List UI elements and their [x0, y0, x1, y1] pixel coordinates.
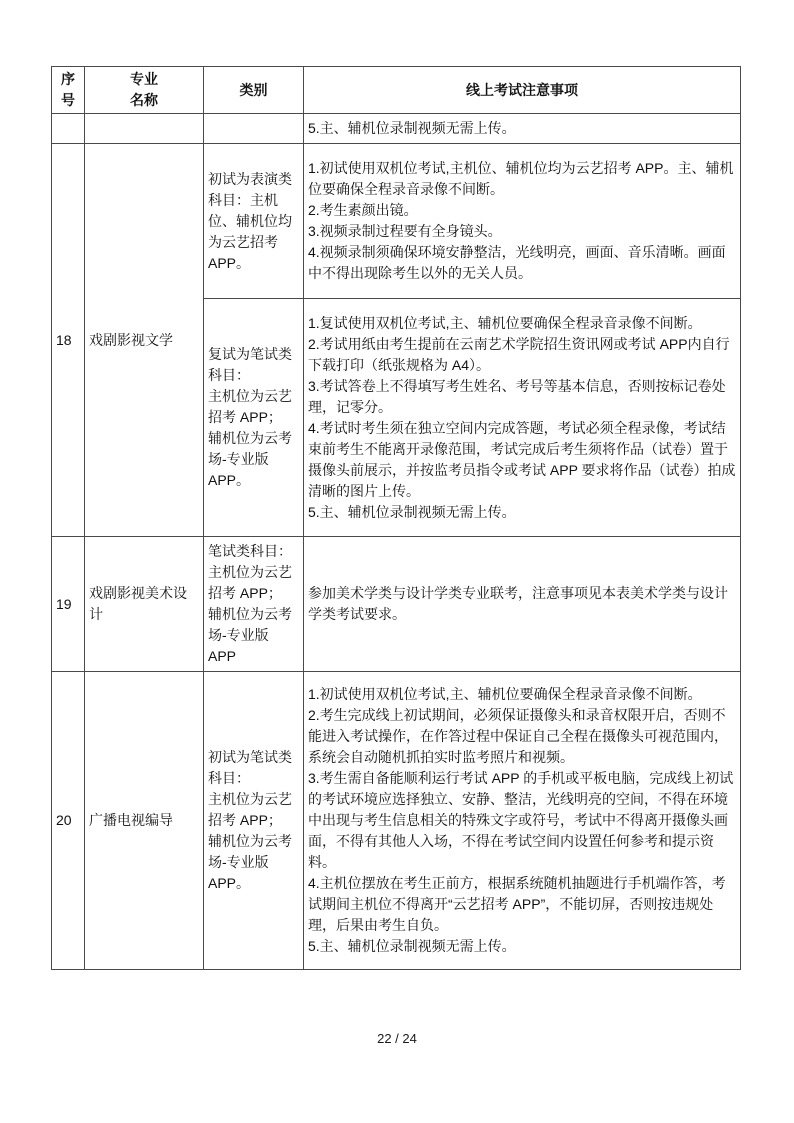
cell-notes: 1.初试使用双机位考试,主机位、辅机位均为云艺招考 APP。主、辅机位要确保全程录音录像不间断。 2.考生素颜出镜。 3.视频录制过程要有全身镜头。 4.视频录制须确保环境安静整洁，光线明亮，画面、音乐清晰。画面中不得出现除考生以外的无关人员。 — [304, 144, 741, 299]
exam-notes-table — [51, 66, 741, 970]
table-row-19 — [52, 537, 741, 672]
table-row-20 — [52, 672, 741, 970]
cell-notes: 1.初试使用双机位考试,主、辅机位要确保全程录音录像不间断。 2.考生完成线上初试期间，必须保证摄像头和录音权限开启，否则不能进入考试操作，在作答过程中保证自己全程在摄像头可视范围内，系统会自动随机抓拍实时监考照片和视频。 3.考生需自备能顺利运行考试 APP 的手机或平板电脑，完成线上初试的考试环境应选择独立、安静、整洁，光线明亮的空间，不得在环境中出现与考生信息相关的特殊文字或符号，考试中不得离开摄像头画面，不得有其他人入场，不得在考试空间内设置任何参考和提示资料。 4.主机位摆放在考生正前方，根据系统随机抽题进行手机端作答，考试期间主机位不得离开“云艺招考 APP”，不能切屏，否则按违规处理，后果由考生自负。 5.主、辅机位录制视频无需上传。 — [304, 672, 741, 970]
cell-major: 广播电视编导 — [85, 672, 204, 970]
cell-category: 复试为笔试类科目： 主机位为云艺招考 APP； 辅机位为云考场-专业版 APP。 — [204, 299, 304, 537]
cell-number: 18 — [52, 144, 85, 537]
cell-notes: 5.主、辅机位录制视频无需上传。 — [304, 114, 741, 144]
header-major: 专业 名称 — [85, 67, 204, 114]
cell-number: 19 — [52, 537, 85, 672]
cell-category — [204, 114, 304, 144]
table-header-row — [52, 67, 741, 114]
cell-number — [52, 114, 85, 144]
cell-category: 初试为笔试类科目： 主机位为云艺招考 APP； 辅机位为云考场-专业版 APP。 — [204, 672, 304, 970]
cell-major: 戏剧影视美术设计 — [85, 537, 204, 672]
header-notes: 线上考试注意事项 — [304, 67, 741, 114]
table-row-continuation — [52, 114, 741, 144]
table-row-18-preliminary — [52, 144, 741, 299]
cell-category: 初试为表演类科目：主机位、辅机位均为云艺招考 APP。 — [204, 144, 304, 299]
header-category: 类别 — [204, 67, 304, 114]
cell-category: 笔试类科目： 主机位为云艺招考 APP； 辅机位为云考场-专业版 APP — [204, 537, 304, 672]
page-number-indicator: 22 / 24 — [377, 1031, 417, 1046]
cell-number: 20 — [52, 672, 85, 970]
cell-major — [85, 114, 204, 144]
cell-major: 戏剧影视文学 — [85, 144, 204, 537]
cell-notes: 1.复试使用双机位考试,主、辅机位要确保全程录音录像不间断。 2.考试用纸由考生提前在云南艺术学院招生资讯网或考试 APP内自行下载打印（纸张规格为 A4）。 3.考试答卷上不得填写考生姓名、考号等基本信息，否则按标记卷处理，记零分。 4.考试时考生须在独立空间内完成答题，考试必须全程录像，考试结束前考生不能离开录像范围，考试完成后考生须将作品（试卷）置于摄像头前展示，并按监考员指令或考试 APP 要求将作品（试卷）拍成清晰的图片上传。 5.主、辅机位录制视频无需上传。 — [304, 299, 741, 537]
header-number: 序 号 — [52, 67, 85, 114]
cell-notes: 参加美术学类与设计学类专业联考，注意事项见本表美术学类与设计学类考试要求。 — [304, 537, 741, 672]
